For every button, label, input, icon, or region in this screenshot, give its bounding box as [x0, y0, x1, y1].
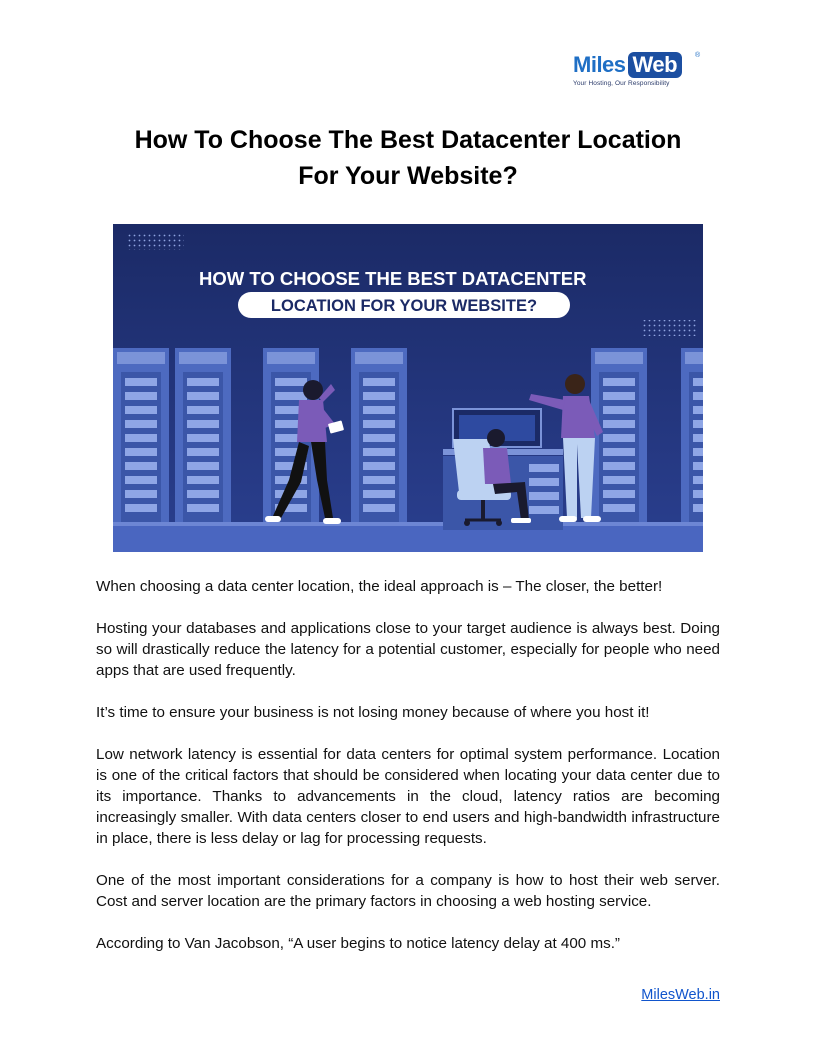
paragraph-5: One of the most important considerations for a company is how to host their web server. Cost and server location are the primary factors in choosing a web hosting service. [96, 872, 720, 910]
dots-decoration-top-left [128, 234, 184, 250]
logo-miles-text: Miles [573, 52, 626, 77]
logo-registered-mark: ® [695, 52, 701, 59]
dots-decoration-right [641, 320, 697, 336]
paragraph-2: Hosting your databases and applications close to your target audience is always best. Doing so will drastically reduce the latency for a potential customer, especially for people who need apps that are used frequently. [96, 620, 720, 679]
paragraph-3: It’s time to ensure your business is not losing money because of where you host it! [96, 704, 650, 721]
banner-heading-line-2: LOCATION FOR YOUR WEBSITE? [270, 297, 538, 315]
paragraph-1: When choosing a data center location, the ideal approach is – The closer, the better! [96, 578, 663, 595]
logo-web-text: Web [628, 52, 683, 78]
floor [113, 522, 703, 552]
datacenter-hero-illustration [113, 224, 703, 552]
paragraph-6: According to Van Jacobson, “A user begins to notice latency delay at 400 ms.” [96, 935, 620, 952]
banner-heading-line-1: HOW TO CHOOSE THE BEST DATACENTER [199, 268, 587, 289]
paragraph-4: Low network latency is essential for data centers for optimal system performance. Location is one of the critical factors that should be considered when locating your data center due to its importance. Thanks to advancements in the cloud, latency ratios are becoming increasingly smaller. With data centers closer to end users and high-bandwidth infrastructure in place, there is less delay or lag for processing requests. [96, 746, 720, 847]
title-line-2: For Your Website? [298, 162, 518, 190]
milesweb-footer-link[interactable]: MilesWeb.in [641, 987, 720, 1003]
document-body [96, 576, 720, 975]
title-line-1: How To Choose The Best Datacenter Location [134, 126, 682, 154]
document-title [96, 122, 720, 194]
logo-tagline: Your Hosting, Our Responsibility [573, 80, 670, 87]
milesweb-logo [573, 52, 705, 92]
logo-wordmark [573, 52, 705, 78]
